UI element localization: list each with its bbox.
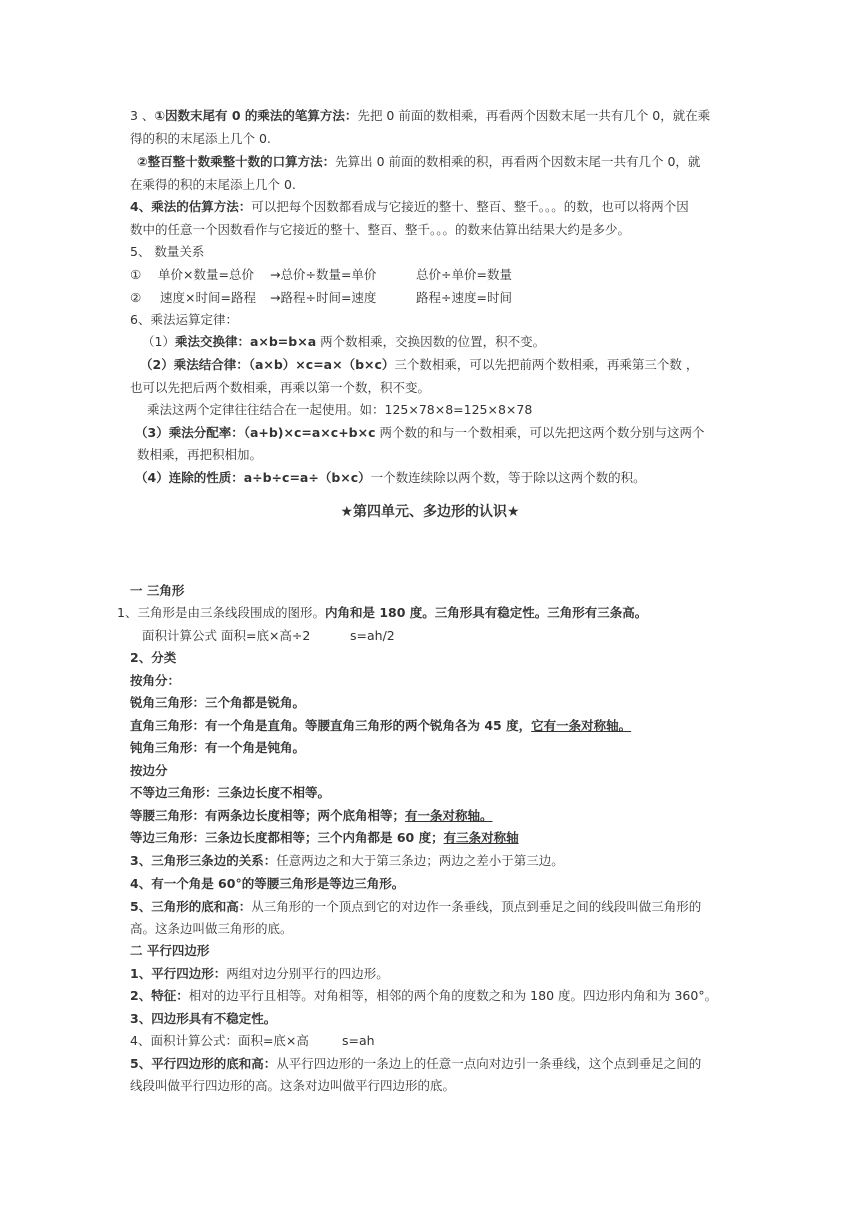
law2: （2）乘法结合律：（a×b）×c=a×（b×c）三个数相乘，可以先把前两个数相乘，再乘第三个数 ， xyxy=(140,357,699,372)
law2-line2: 也可以先把后两个数相乘，再乘以第一个数，积不变。 xyxy=(130,380,431,395)
equilateral-triangle: 等边三角形：三条边长度都相等；三个内角都是 60 度；有三条对称轴 xyxy=(130,830,519,845)
law1: （1）乘法交换律：a×b=b×a 两个数相乘，交换因数的位置，积不变。 xyxy=(142,334,546,349)
parallelogram-heading: 二 平行四边形 xyxy=(130,943,210,958)
parallelogram-p1: 1、平行四边形：两组对边分别平行的四边形。 xyxy=(130,966,389,981)
parallelogram-p5: 5、平行四边形的底和高：从平行四边形的一条边上的任意一点向对边引一条垂线，这个点到垂足之间的 xyxy=(130,1056,702,1071)
triangle-classify: 2、分类 xyxy=(130,650,177,665)
section3-line1: 3 、①因数末尾有 0 的乘法的笔算方法：先把 0 前面的数相乘，再看两个因数末尾一共有几个 0，就在乘 xyxy=(130,108,711,123)
law2-line3: 乘法这两个定律往往结合在一起使用。如：125×78×8=125×8×78 xyxy=(147,402,533,417)
parallelogram-p3: 3、四边形具有不稳定性。 xyxy=(130,1011,277,1026)
triangle-p1: 1、三角形是由三条线段围成的图形。内角和是 180 度。三角形具有稳定性。三角形有三条高。 xyxy=(117,605,648,620)
section4-line1: 4、乘法的估算方法：可以把每个因数都看成与它接近的整十、整百、整千。。。的数，也可以将两个因 xyxy=(130,199,689,214)
section3-line2: 得的积的末尾添上几个 0. xyxy=(130,131,271,146)
acute-triangle: 锐角三角形：三个角都是锐角。 xyxy=(130,695,306,710)
section5-row1: ① 单价×数量=总价 →总价÷数量=单价 总价÷单价=数量 xyxy=(130,267,512,282)
section4-line2: 数中的任意一个因数看作与它接近的整十、整百、整千。。。的数来估算出结果大约是多少。 xyxy=(130,222,631,237)
by-angle: 按角分： xyxy=(130,673,181,688)
section3-line3: ②整百整十数乘整十数的口算方法：先算出 0 前面的数相乘的积，再看两个因数末尾一共有几个 0，就 xyxy=(137,154,701,169)
scalene-triangle: 不等边三角形：三条边长度不相等。 xyxy=(130,785,331,800)
triangle-area: 面积计算公式 面积=底×高÷2 s=ah/2 xyxy=(142,628,395,643)
triangle-p5: 5、三角形的底和高：从三角形的一个顶点到它的对边作一条垂线，顶点到垂足之间的线段叫做三角形的 xyxy=(130,899,702,914)
section3-line4: 在乘得的积的末尾添上几个 0. xyxy=(130,177,296,192)
triangle-heading: 一 三角形 xyxy=(130,583,185,598)
isosceles-triangle: 等腰三角形：有两条边长度相等；两个底角相等；有一条对称轴。 xyxy=(130,808,493,823)
law3-line2: 数相乘，再把积相加。 xyxy=(137,447,263,462)
section5-row2: ② 速度×时间=路程 →路程÷时间=速度 路程÷速度=时间 xyxy=(130,290,512,305)
triangle-p3: 3、三角形三条边的关系：任意两边之和大于第三条边；两边之差小于第三边。 xyxy=(130,853,564,868)
parallelogram-p5-line2: 线段叫做平行四边形的高。这条对边叫做平行四边形的底。 xyxy=(130,1078,456,1093)
section6-heading: 6、乘法运算定律： xyxy=(130,312,238,327)
law3: （3）乘法分配率：（a+b)×c=a×c+b×c 两个数的和与一个数相乘，可以先把这两个数分别与这两个 xyxy=(135,425,705,440)
unit4-title: ★第四单元、多边形的认识★ xyxy=(340,504,520,520)
obtuse-triangle: 钝角三角形：有一个角是钝角。 xyxy=(130,740,306,755)
right-triangle: 直角三角形：有一个角是直角。等腰直角三角形的两个锐角各为 45 度，它有一条对称轴。 xyxy=(130,718,632,733)
section5-heading: 5、 数量关系 xyxy=(130,244,205,259)
law4: （4）连除的性质：a÷b÷c=a÷（b×c）一个数连续除以两个数，等于除以这两个数的积。 xyxy=(135,470,646,485)
parallelogram-p2: 2、特征：相对的边平行且相等。对角相等，相邻的两个角的度数之和为 180 度。四边形内角和为 360°。 xyxy=(130,988,718,1003)
triangle-p4: 4、有一个角是 60°的等腰三角形是等边三角形。 xyxy=(130,876,405,891)
triangle-p5-line2: 高。这条边叫做三角形的底。 xyxy=(130,921,293,936)
by-side: 按边分 xyxy=(130,763,168,778)
parallelogram-p4: 4、面积计算公式：面积=底×高 s=ah xyxy=(130,1033,375,1048)
